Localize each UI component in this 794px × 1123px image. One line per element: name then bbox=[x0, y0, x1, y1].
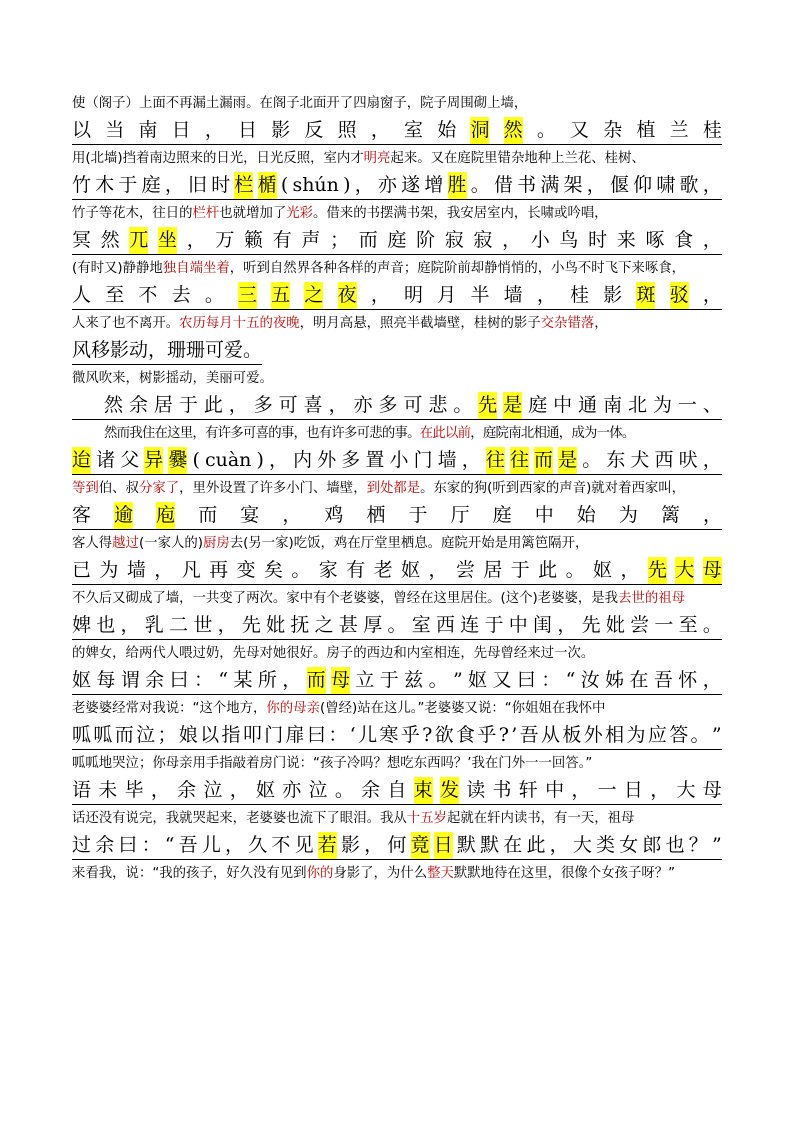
translation-line bbox=[72, 310, 722, 337]
text-segment: 。东家的狗(听到西家的声音)就对着西家叫， bbox=[420, 481, 686, 496]
translation-line bbox=[72, 805, 722, 832]
text-segment: 。借来的书摆满书架，我安居室内，长啸或吟唱， bbox=[313, 206, 608, 221]
original-text-line: 语 未 毕 ， 余 泣 ， 妪 亦 泣 。 余 自 束 发 读 书 轩 中 ， 一 日 ， 大 母 bbox=[72, 777, 722, 805]
text-segment: 呱呱地哭泣；你母亲用手指敲着房门说：“孩子冷吗？想吃东西吗？’我在门外一一回答。” bbox=[72, 756, 593, 771]
text-segment: (有时又)静静地 bbox=[72, 261, 163, 276]
translated-term: 分家了 bbox=[138, 481, 180, 496]
text-segment: 然而我住在这里，有许多可喜的事，也有许多可悲的事。 bbox=[104, 426, 420, 441]
text-segment: ，明月高悬，照亮半截墙壁，桂树的影子 bbox=[299, 316, 541, 331]
translation-line bbox=[72, 365, 722, 392]
translated-term: 越过 bbox=[112, 536, 139, 551]
translated-term: 整天 bbox=[427, 866, 454, 881]
text-segment: 也就增加了 bbox=[219, 206, 287, 221]
original-text-line: 迨 诸 父 异 爨 ( cuàn ) ， 内 外 多 置 小 门 墙 ， 往 往 而 是 。 东 犬 西 吠 ， bbox=[72, 447, 722, 475]
translation-line bbox=[72, 750, 722, 777]
text-segment: ，庭院南北相通，成为一体。 bbox=[470, 426, 635, 441]
original-text-line: 妪 每 谓 余 曰 ： “ 某 所 ， 而 母 立 于 兹 。 ” 妪 又 曰 ： “ 汝 姊 在 吾 怀 ， bbox=[72, 667, 722, 695]
text-segment: 话还没有说完，我就哭起来，老婆婆也流下了眼泪。我从 bbox=[72, 811, 407, 826]
translation-line bbox=[72, 90, 722, 117]
text-segment: 伯、叔 bbox=[98, 481, 139, 496]
classical-text-page bbox=[72, 90, 722, 887]
text-segment: 使（阁子）上面不再漏土漏雨。在阁子北面开了四扇窗子，院子周围砌上墙， bbox=[72, 96, 528, 111]
text-segment: (曾经)站在这儿。”老婆婆又说：“你姐姐在我怀中 bbox=[319, 701, 606, 716]
translation-line bbox=[72, 640, 722, 667]
original-text-line: 客 逾 庖 而 宴 ， 鸡 栖 于 厅 庭 中 始 为 篱 ， bbox=[72, 502, 722, 530]
translated-term: 到处都是 bbox=[366, 481, 421, 496]
text-segment: 微风吹来，树影摇动，美丽可爱。 bbox=[72, 371, 273, 386]
original-text-line: 已 为 墙 ， 凡 再 变 矣 。 家 有 老 妪 ， 尝 居 于 此 。 妪 ， 先 大 母 bbox=[72, 557, 722, 585]
text-segment: 风移影动，珊珊可爱。 bbox=[72, 339, 263, 361]
translation-line bbox=[72, 145, 722, 172]
translation-line bbox=[72, 200, 722, 227]
text-segment: 不久后又砌成了墙，一共变了两次。家中有个老婆婆，曾经在这里居住。(这个)老婆婆，是我 bbox=[72, 591, 619, 606]
original-text-line bbox=[72, 337, 262, 365]
text-segment: 竹子等花木，往日的 bbox=[72, 206, 193, 221]
original-text-line: 然 余 居 于 此 ， 多 可 喜 ， 亦 多 可 悲 。 先 是 庭 中 通 南 北 为 一 、 bbox=[72, 392, 722, 420]
text-segment: 的婢女，给两代人喂过奶，先母对她很好。房子的西边和内室相连，先母曾经来过一次。 bbox=[72, 646, 595, 661]
translation-line bbox=[72, 420, 722, 447]
text-segment: (一家人的) bbox=[138, 536, 203, 551]
text-segment: 人来了也不离开。 bbox=[72, 316, 180, 331]
text-segment: ， bbox=[594, 316, 608, 331]
translated-term: 光彩 bbox=[286, 206, 314, 221]
original-text-line: 婢 也 ， 乳 二 世 ， 先 妣 抚 之 甚 厚 。 室 西 连 于 中 闺 ， 先 妣 尝 一 至 。 bbox=[72, 612, 722, 640]
text-segment: 起就在轩内读书，有一天，祖母 bbox=[446, 811, 635, 826]
translated-term: 独自端坐着 bbox=[162, 261, 230, 276]
translation-line bbox=[72, 475, 722, 502]
text-segment: 用(北墙)挡着南边照来的日光，日光反照，室内才 bbox=[72, 151, 364, 166]
translated-term: 十五岁 bbox=[406, 811, 447, 826]
original-text-line: 冥 然 兀 坐 ， 万 籁 有 声 ； 而 庭 阶 寂 寂 ， 小 鸟 时 来 啄 食 ， bbox=[72, 227, 722, 255]
original-text-line: 过 余 曰 ： “ 吾 儿 ， 久 不 见 若 影 ， 何 竟 日 默 默 在 此 ， 大 类 女 郎 也 ？ ” bbox=[72, 832, 722, 860]
translated-term: 农历每月十五的夜晚 bbox=[179, 316, 300, 331]
translated-term: 等到 bbox=[72, 481, 99, 496]
text-segment: 客人得 bbox=[72, 536, 113, 551]
translation-line bbox=[72, 530, 722, 557]
translated-term: 你的母亲 bbox=[266, 701, 320, 716]
text-segment: 来看我，说：“我的孩子，好久没有见到 bbox=[72, 866, 307, 881]
text-segment: 去(另一家)吃饭，鸡在厅堂里栖息。庭院开始是用篱笆隔开， bbox=[229, 536, 589, 551]
translated-term: 你的 bbox=[306, 866, 334, 881]
translation-line bbox=[72, 860, 722, 887]
text-segment: ，里外设置了许多小门、墙壁， bbox=[179, 481, 367, 496]
text-segment: ，听到自然界各种各样的声音；庭院阶前却静悄悄的，小鸟不时飞下来啄食， bbox=[229, 261, 686, 276]
translated-term: 去世的祖母 bbox=[618, 591, 686, 606]
original-text-line: 呱 呱 而 泣 ； 娘 以 指 叩 门 扉 曰 ： ‘ 儿 寒 乎 ? 欲 食 乎 ? ’ 吾 从 板 外 相 为 应 答 。 ” bbox=[72, 722, 722, 750]
text-segment: 老婆婆经常对我说：“这个地方， bbox=[72, 701, 267, 716]
original-text-line: 人 至 不 去 。 三 五 之 夜 ， 明 月 半 墙 ， 桂 影 斑 驳 ， bbox=[72, 282, 722, 310]
translation-line bbox=[72, 695, 722, 722]
text-segment: 默默地待在这里，很像个女孩子呀？” bbox=[453, 866, 676, 881]
translation-line bbox=[72, 585, 722, 612]
translation-line bbox=[72, 255, 722, 282]
translated-term: 在此以前 bbox=[419, 426, 471, 441]
translated-term: 交杂错落 bbox=[540, 316, 595, 331]
translated-term: 明亮 bbox=[363, 151, 391, 166]
translated-term: 栏杆 bbox=[192, 206, 220, 221]
original-text-line: 以 当 南 日 ， 日 影 反 照 ， 室 始 洞 然 。 又 杂 植 兰 桂 bbox=[72, 117, 722, 145]
text-segment: 身影了，为什么 bbox=[333, 866, 428, 881]
original-text-line: 竹 木 于 庭 ， 旧 时 栏 楯 ( shún ) ， 亦 遂 增 胜 。 借 书 满 架 ， 偃 仰 啸 歌 ， bbox=[72, 172, 722, 200]
translated-term: 厨房 bbox=[202, 536, 230, 551]
text-segment: 起来。又在庭院里错杂地种上兰花、桂树、 bbox=[390, 151, 645, 166]
